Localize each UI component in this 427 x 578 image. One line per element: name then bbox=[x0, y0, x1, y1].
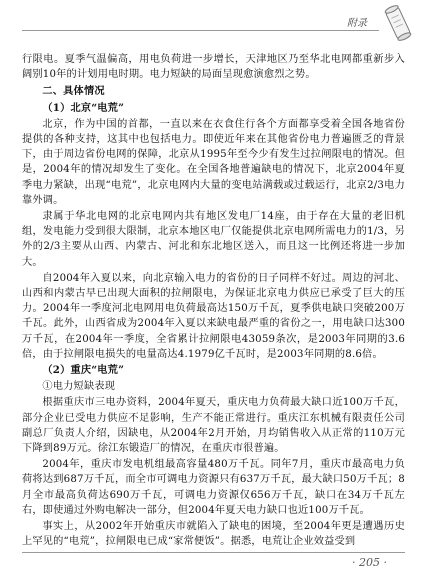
subsection-heading-beijing: （1）北京“电荒” bbox=[42, 101, 125, 114]
paragraph: 自2004年入夏以来，向北京输入电力的省份的日子同样不好过。周边的河北、山西和内蒙古早已出现大面积的拉闸限电，为保证北京电力供应已承受了巨大的压力。2004年一季度河北电网用电负荷最高达150万千瓦，夏季供电缺口突破200万千瓦。此外，山西省成为2004年入夏以来缺电最严重的省份之一，用电缺口达300万千瓦，在2004年一季度，全省累计拉闸限电43059条次，是2003年同期的3.6倍，由于拉闸限电损失的电量高达4.1979亿千瓦时，是2003年同期的8.6倍。 bbox=[22, 272, 405, 360]
section-heading: 二、具体情况 bbox=[42, 85, 105, 98]
paragraph: 根据重庆市三电办资料，2004年夏天，重庆电力负荷最大缺口近100万千瓦，部分企业已受电力供应不足影响，生产不能正常进行。重庆江东机械有限责任公司副总厂负责人介绍，因缺电，从2004年2月开始，月均销售收入从正常的110万元下降到89万元。徐江东锻造厂的情况，在重庆市很普遍。 bbox=[22, 397, 405, 455]
header-label: 附录 bbox=[347, 18, 367, 29]
subsection-heading-chongqing: （2）重庆“电荒” bbox=[42, 364, 125, 377]
paragraph: 2004年，重庆市发电机组最高容量480万千瓦。同年7月，重庆市最高电力负荷将达到687万千瓦，而全市可调电力资源只有637万千瓦，最大缺口50万千瓦；8月全市最高负荷达690万千瓦，可调电力资源仅656万千瓦，缺口在34万千瓦左右，即使通过外购电解决一部分，但2004年夏天电力缺口也近100万千瓦。 bbox=[22, 459, 405, 516]
scroll-icon bbox=[381, 4, 415, 42]
header-rule bbox=[22, 30, 379, 31]
list-heading: ①电力短缺表现 bbox=[42, 381, 116, 393]
page-number: · 205 · bbox=[352, 556, 387, 569]
page-body bbox=[22, 52, 405, 551]
paragraph: 事实上，从2002年开始重庆市就陷入了缺电的困境，至2004年更是遭遇历史上罕见的“电荒”，拉闸限电已成“家常便饭”。据悉，电荒让企业效益受到 bbox=[22, 521, 405, 548]
paragraph: 北京，作为中国的首都，一直以来在衣食住行各个方面都享受着全国各地省份提供的各种支持，这其中也包括电力。即使近年来在其他省份电力普遍匮乏的背景下，由于周边省份电网的保障，北京从1995年至今少有发生过拉闸限电的情况。但是，2004年的情况却发生了变化。在全国各地普遍缺电的情况下，北京2004年夏季电力紧缺，出现“电荒”，北京电网内大量的变电站满载或过载运行，北京2/3电力靠外调。 bbox=[22, 118, 405, 206]
footer-rule bbox=[22, 552, 405, 553]
page-header bbox=[0, 0, 427, 44]
paragraph-continuation: 行限电。夏季气温偏高，用电负荷进一步增长，天津地区乃至华北电网都重新步入阔别10年的计划用电时期。电力短缺的局面呈现愈演愈烈之势。 bbox=[22, 54, 405, 81]
paragraph: 隶属于华北电网的北京电网内共有地区发电厂14座，由于存在大量的老旧机组，发电能力受到很大限制，北京本地区电厂仅能提供北京电网所需电力的1/3，另外的2/3主要从山西、内蒙古、河北和东北地区送入，而且这一比例还将进一步加大。 bbox=[22, 211, 405, 268]
page-footer bbox=[0, 538, 427, 578]
